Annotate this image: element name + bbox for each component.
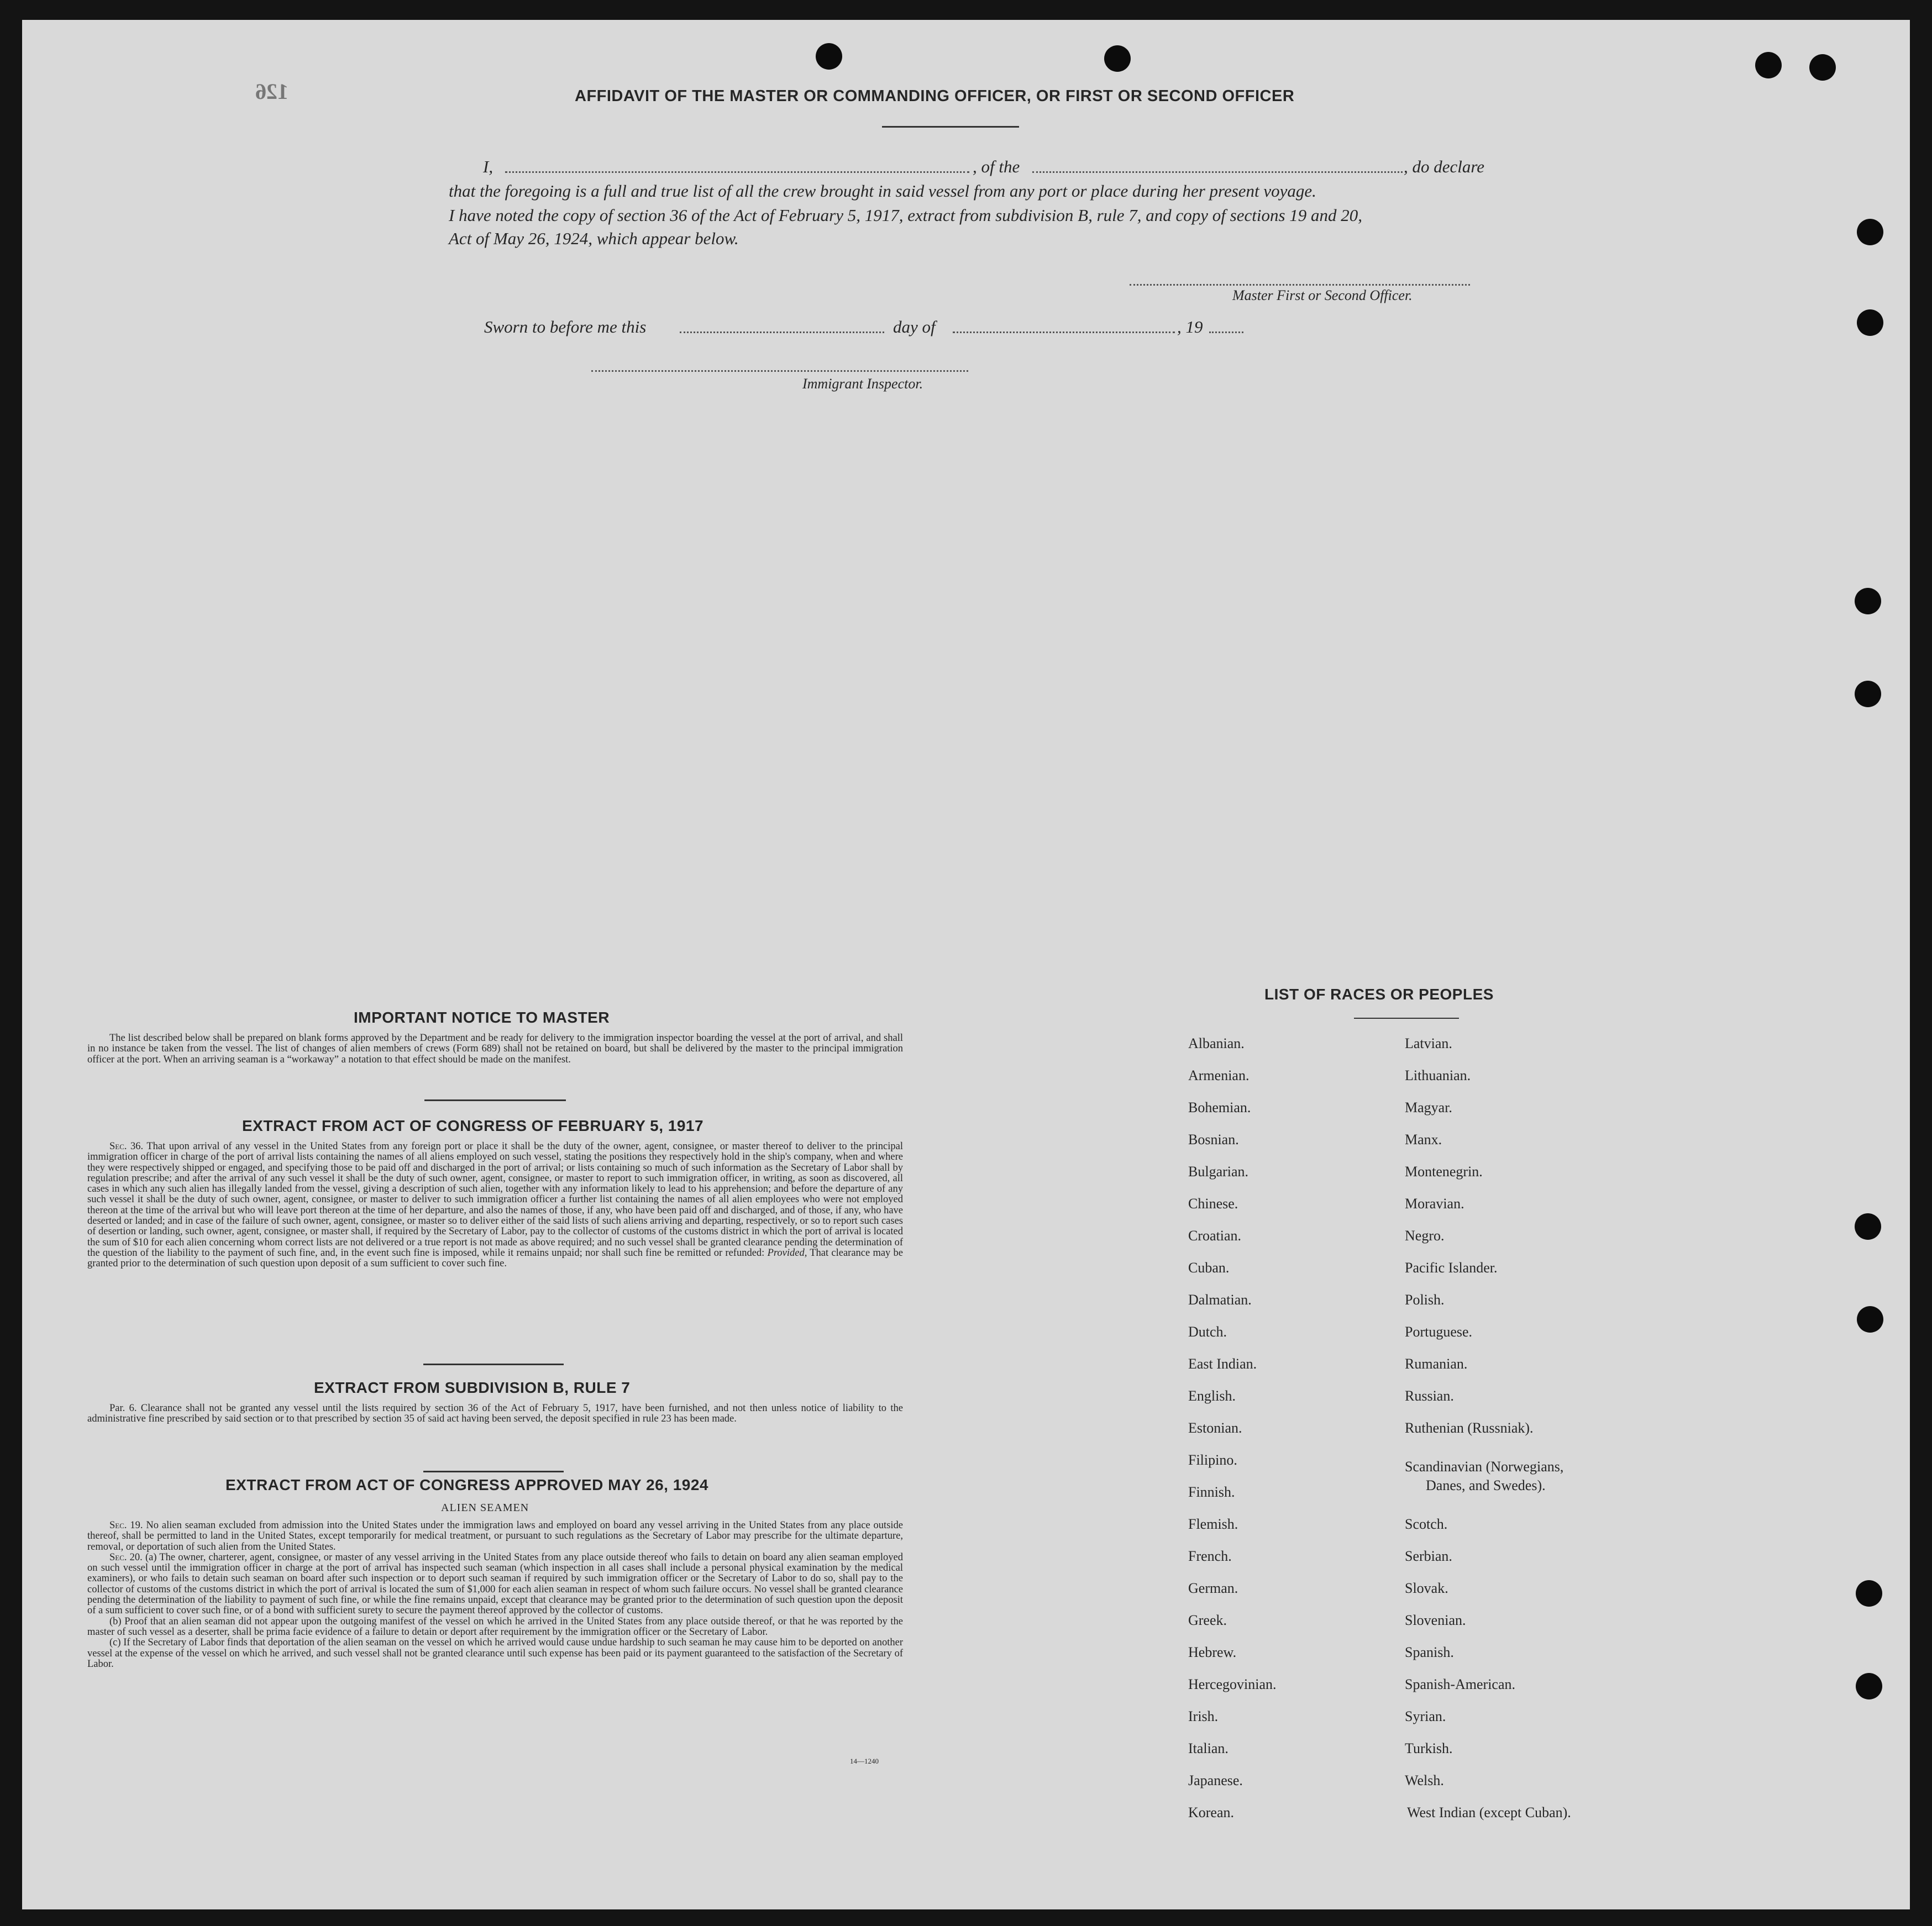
alien-seamen-subtitle: ALIEN SEAMEN bbox=[441, 1502, 529, 1514]
race-item: Finnish. bbox=[1188, 1484, 1235, 1500]
inspector-signature-line[interactable] bbox=[591, 370, 968, 372]
race-item: West Indian (except Cuban). bbox=[1407, 1804, 1571, 1820]
race-item: French. bbox=[1188, 1548, 1232, 1564]
notice-text: The list described below shall be prepared on blank forms approved by the Department and be ready for delivery to the immigration inspector boarding the vessel at the port of arrival, and shall in no instance be taken from the vessel. The list of changes of alien members of crews (Form 689) shall not be retained on board, but shall be delivered by the master to the principal immigration officer at the port. When an arriving seaman is a “workaway” a notation to that effect should be made on the manifest. bbox=[87, 1033, 903, 1065]
extract-1917-tail: That clearance may be granted prior to the determination of such question upon deposit of a sum sufficient to cover such fine. bbox=[87, 1247, 904, 1270]
notice-title: IMPORTANT NOTICE TO MASTER bbox=[354, 1009, 610, 1026]
races-title-rule bbox=[1354, 1018, 1459, 1019]
race-item: Korean. bbox=[1188, 1804, 1235, 1820]
inspector-signature-label: Immigrant Inspector. bbox=[802, 376, 923, 392]
race-item: Montenegrin. bbox=[1405, 1164, 1483, 1180]
punch-hole bbox=[1809, 54, 1836, 81]
race-item: Spanish. bbox=[1405, 1644, 1454, 1660]
section-rule bbox=[424, 1099, 566, 1101]
race-item: Slovenian. bbox=[1405, 1612, 1466, 1628]
races-title: LIST OF RACES OR PEOPLES bbox=[1264, 986, 1494, 1003]
race-item: Scandinavian (Norwegians, bbox=[1405, 1459, 1564, 1475]
race-item: Bohemian. bbox=[1188, 1099, 1251, 1115]
race-item: Moravian. bbox=[1405, 1196, 1464, 1212]
section-ref: Sec. 36. bbox=[109, 1141, 144, 1152]
race-item: Ruthenian (Russniak). bbox=[1405, 1420, 1534, 1436]
race-item: Danes, and Swedes). bbox=[1426, 1477, 1546, 1493]
extract-1924-body bbox=[87, 1520, 903, 1670]
race-item: Turkish. bbox=[1405, 1740, 1453, 1756]
race-item: German. bbox=[1188, 1580, 1238, 1596]
race-item: Dutch. bbox=[1188, 1324, 1227, 1340]
title-rule bbox=[882, 126, 1019, 128]
punch-hole bbox=[1855, 681, 1881, 707]
race-item: Dalmatian. bbox=[1188, 1292, 1252, 1308]
sworn-month-blank[interactable] bbox=[953, 331, 1175, 333]
section-19-text: No alien seaman excluded from admission into the United States under the immigration laws and employed on board any vessel arriving in the United States from any place outside thereof, shall be permitted to land in the United States, except temporarily for medical treatment, or pursuant to such regulations as the Secretary of Labor may prescribe for the ultimate departure, removal, or deportation of such alien from the United States. bbox=[87, 1520, 904, 1553]
race-item: Bulgarian. bbox=[1188, 1164, 1249, 1180]
race-item: Scotch. bbox=[1405, 1516, 1448, 1532]
punch-hole bbox=[1855, 588, 1881, 614]
affidavit-line-4: Act of May 26, 1924, which appear below. bbox=[449, 229, 739, 248]
punch-hole bbox=[1104, 45, 1131, 72]
race-item: East Indian. bbox=[1188, 1356, 1257, 1372]
affidavit-line-2: that the foregoing is a full and true list of all the crew brought in said vessel from any port or place during her present voyage. bbox=[449, 181, 1316, 201]
section-rule bbox=[423, 1364, 564, 1365]
rule7-body bbox=[87, 1403, 903, 1425]
race-item: Lithuanian. bbox=[1405, 1067, 1471, 1083]
race-item: Magyar. bbox=[1405, 1099, 1452, 1115]
race-item: Polish. bbox=[1405, 1292, 1445, 1308]
race-item: Irish. bbox=[1188, 1708, 1219, 1724]
race-item: Pacific Islander. bbox=[1405, 1260, 1498, 1276]
punch-hole bbox=[1857, 309, 1883, 336]
notice-body bbox=[87, 1033, 903, 1065]
punch-hole bbox=[1857, 219, 1883, 245]
day-of-label: day of bbox=[893, 317, 936, 336]
race-item: Croatian. bbox=[1188, 1228, 1242, 1244]
form-number: 14—1240 bbox=[850, 1757, 879, 1765]
master-signature-label: Master First or Second Officer. bbox=[1232, 287, 1413, 303]
race-item: Hercegovinian. bbox=[1188, 1676, 1277, 1692]
affidavit-declare: , do declare bbox=[1404, 157, 1485, 176]
section-ref: Sec. 19. bbox=[109, 1520, 143, 1531]
extract-1917-text: That upon arrival of any vessel in the United States from any foreign port or place it shall be the duty of the owner, agent, consignee, or master thereof to deliver to the principal immigration officer in charge of the port of arrival lists containing the names of all aliens employed on such vessel, stating the positions they respectively hold in the ship's company, when and where they were respectively shipped or engaged, and specifying those to be paid off and discharged in the port of arrival; or lists containing so much of such information as the Secretary of Labor shall by regulation prescribe; and after the arrival of any such vessel it shall be the duty of such owner, agent, consignee, or master to report to such immigration officer, in writing, as soon as discovered, all cases in which any such alien has illegally landed from the vessel, giving a description of such alien, together with any information likely to lead to his apprehension; and before the departure of any such vessel it shall be the duty of such owner, agent, consignee, or master to deliver to such immigration officer a further list containing the names of all alien employees who were not employed thereon at the time of the arrival but who will leave port thereon at the time of her departure, and also the names of those, if any, who have been paid off and discharged, and of those, if any, who have deserted or landed; and in case of the failure of such owner, agent, consignee, or master so to deliver either of the said lists of such aliens arriving and departing, respectively, or so to report such cases of desertion or landing, such owner, agent, consignee, or master shall, if required by the Secretary of Labor, pay to the collector of customs of the customs district in which the port of arrival is located the sum of $10 for each alien concerning whom correct lists are not delivered or a true report is not made as above required; and no such vessel shall be granted clearance pending the determination of the question of the liability to the payment of such fine, and, in the event such fine is imposed, while it remains unpaid; nor shall such fine be remitted or refunded: bbox=[87, 1141, 903, 1259]
race-item: Latvian. bbox=[1405, 1035, 1452, 1051]
race-item: Welsh. bbox=[1405, 1772, 1444, 1788]
sworn-label: Sworn to before me this bbox=[484, 317, 647, 336]
race-item: Chinese. bbox=[1188, 1196, 1238, 1212]
race-item: English. bbox=[1188, 1388, 1236, 1404]
race-item: Estonian. bbox=[1188, 1420, 1242, 1436]
rule7-title: EXTRACT FROM SUBDIVISION B, RULE 7 bbox=[314, 1379, 631, 1396]
extract-1917-body bbox=[87, 1141, 903, 1270]
punch-hole bbox=[1855, 1213, 1881, 1240]
provided-word: Provided, bbox=[767, 1247, 807, 1259]
race-item: Hebrew. bbox=[1188, 1644, 1237, 1660]
section-20a-text: (a) The owner, charterer, agent, consignee, or master of any vessel arriving in the United States from any place outside thereof who fails to detain on board any alien seaman employed on such vessel until the immigration officer in charge at the port of arrival has inspected such seaman (which inspection in all cases shall include a personal physical examination by the medical examiners), or who fails to detain such seaman on board after such inspection or to deport such seaman if required by such immigration officer or the Secretary of Labor to do so, shall pay to the collector of customs of the customs district in which the port of arrival is located the sum of $1,000 for each alien seaman in respect of whom such failure occurs. No vessel shall be granted clearance pending the determination of the liability to payment of such fine, or while the fine remains unpaid, except that clearance may be granted prior to the determination of such question upon the deposit of a sum sufficient to cover such fine, or of a bond with sufficient surety to secure the payment thereof approved by the collector of customs. bbox=[87, 1551, 904, 1617]
race-item: Manx. bbox=[1405, 1132, 1442, 1148]
affidavit-i: I, bbox=[483, 157, 494, 176]
affidavit-line-3: I have noted the copy of section 36 of the Act of February 5, 1917, extract from subdivision B, rule 7, and copy of sections 19 and 20, bbox=[449, 206, 1363, 225]
race-item: Slovak. bbox=[1405, 1580, 1448, 1596]
race-item: Bosnian. bbox=[1188, 1132, 1239, 1148]
master-signature-line[interactable] bbox=[1130, 284, 1470, 286]
page-number: 126 bbox=[255, 79, 288, 104]
section-20b-text: (b) Proof that an alien seaman did not appear upon the outgoing manifest of the vessel on which he arrived in the United States from any place outside thereof, or that he was reported by the master of such vessel as a deserter, shall be prima facie evidence of a failure to detain or deport after requirement by the immigration officer or the Secretary of Labor. bbox=[87, 1615, 903, 1638]
year-blank[interactable] bbox=[1209, 331, 1243, 333]
race-item: Russian. bbox=[1405, 1388, 1454, 1404]
race-item: Spanish-American. bbox=[1405, 1676, 1516, 1692]
race-item: Serbian. bbox=[1405, 1548, 1452, 1564]
race-item: Albanian. bbox=[1188, 1035, 1245, 1051]
race-item: Cuban. bbox=[1188, 1260, 1230, 1276]
race-item: Greek. bbox=[1188, 1612, 1227, 1628]
section-rule bbox=[423, 1471, 564, 1472]
race-item: Japanese. bbox=[1188, 1772, 1243, 1788]
affidavit-title: AFFIDAVIT OF THE MASTER OR COMMANDING OFFICER, OR FIRST OR SECOND OFFICER bbox=[575, 87, 1295, 105]
sworn-day-blank[interactable] bbox=[680, 331, 884, 333]
extract-1917-title: EXTRACT FROM ACT OF CONGRESS OF FEBRUARY 5, 1917 bbox=[242, 1117, 704, 1134]
punch-hole bbox=[816, 43, 842, 70]
race-item: Negro. bbox=[1405, 1228, 1445, 1244]
race-item: Rumanian. bbox=[1405, 1356, 1468, 1372]
race-item: Italian. bbox=[1188, 1740, 1229, 1756]
punch-hole bbox=[1856, 1673, 1882, 1699]
name-blank[interactable] bbox=[505, 171, 969, 173]
year-label: , 19 bbox=[1177, 317, 1203, 336]
punch-hole bbox=[1856, 1580, 1882, 1607]
extract-1924-title: EXTRACT FROM ACT OF CONGRESS APPROVED MAY 26, 1924 bbox=[225, 1476, 708, 1493]
race-item: Flemish. bbox=[1188, 1516, 1238, 1532]
punch-hole bbox=[1755, 52, 1782, 78]
race-item: Filipino. bbox=[1188, 1452, 1237, 1468]
section-20c-text: (c) If the Secretary of Labor finds that deportation of the alien seaman on the vessel on which he arrived would cause undue hardship to such seaman he may cause him to be deported on another vessel at the expense of the vessel on which he arrived, and such vessel shall not be granted clearance until such expense has been paid or its payment guaranteed to the satisfaction of the Secretary of Labor. bbox=[87, 1637, 903, 1670]
race-item: Portuguese. bbox=[1405, 1324, 1473, 1340]
race-item: Syrian. bbox=[1405, 1708, 1446, 1724]
race-item: Armenian. bbox=[1188, 1067, 1250, 1083]
vessel-blank[interactable] bbox=[1032, 171, 1403, 173]
affidavit-of-the: , of the bbox=[973, 157, 1020, 176]
punch-hole bbox=[1857, 1306, 1883, 1333]
rule7-text: Par. 6. Clearance shall not be granted any vessel until the lists required by section 36 of the Act of February 5, 1917, have been furnished, and not then unless notice of liability to the administrative fine prescribed by said section or to that prescribed by section 35 of said act having been served, the deposit specified in rule 23 has been made. bbox=[87, 1403, 903, 1425]
section-ref: Sec. 20. bbox=[109, 1551, 143, 1563]
